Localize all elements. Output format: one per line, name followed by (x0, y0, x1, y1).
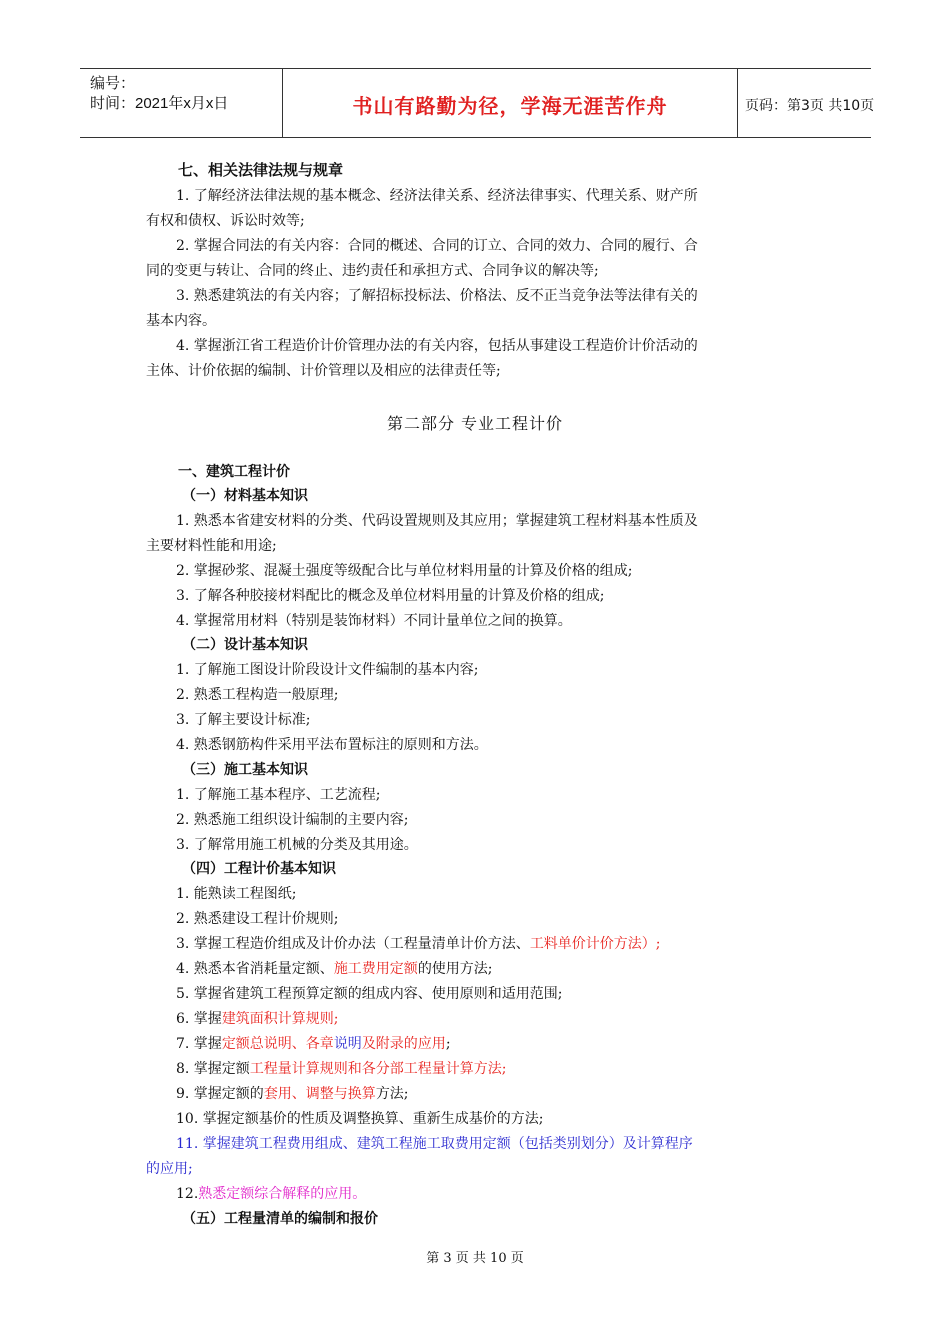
paragraph-line: 同的变更与转让、合同的终止、违约责任和承担方式、合同争议的解决等; (146, 263, 599, 279)
list-item: 主要材料性能和用途; (146, 538, 277, 554)
list-item (176, 1009, 339, 1029)
header-motto-cell (282, 69, 738, 137)
list-item-text: 4. 熟悉本省消耗量定额、 (176, 961, 334, 977)
subsection-heading: （四）工程计价基本知识 (182, 861, 336, 877)
list-item-text: 12. (176, 1186, 199, 1202)
list-item-text: 8. 掌握定额 (176, 1061, 250, 1077)
paragraph-line: 基本内容。 (146, 313, 216, 329)
document-date: 时间：2021年x月x日 (90, 95, 229, 112)
list-item: 2. 掌握砂浆、混凝土强度等级配合比与单位材料用量的计算及价格的组成; (176, 563, 633, 579)
highlighted-text: 定额总说明、各章 (221, 1036, 334, 1052)
highlighted-text: 工程量计算规则和各分部工程量计算方法; (249, 1061, 507, 1077)
subsection-heading: （一）材料基本知识 (182, 488, 308, 504)
highlighted-text: 熟悉定额综合解释的应用。 (198, 1186, 367, 1202)
highlighted-text: 说明 (333, 1036, 362, 1052)
list-item: 3. 了解常用施工机械的分类及其用途。 (176, 837, 418, 853)
highlighted-text: 套用、调整与换算 (263, 1086, 376, 1102)
subsection-heading: （三）施工基本知识 (182, 762, 308, 778)
section-heading: 一、建筑工程计价 (178, 464, 290, 480)
list-item: 2. 熟悉施工组织设计编制的主要内容; (176, 812, 409, 828)
list-item-text: 方法; (375, 1086, 409, 1102)
header-page-info: 页码：第3页 共10页 (745, 98, 875, 114)
paragraph-line: 2. 掌握合同法的有关内容：合同的概述、合同的订立、合同的效力、合同的履行、合 (176, 238, 698, 254)
paragraph-line: 4. 掌握浙江省工程造价计价管理办法的有关内容，包括从事建设工程造价计价活动的 (176, 338, 698, 354)
list-item: 10. 掌握定额基价的性质及调整换算、重新生成基价的方法; (176, 1111, 544, 1127)
highlighted-text: 建筑面积计算规则; (221, 1011, 339, 1027)
list-item (176, 1034, 451, 1054)
paragraph-line: 1. 了解经济法律法规的基本概念、经济法律关系、经济法律事实、代理关系、财产所 (176, 188, 698, 204)
highlighted-text: 工料单价计价方法）; (529, 936, 661, 952)
highlighted-text: 及附录的应用 (361, 1036, 446, 1052)
header-page-cell (736, 69, 875, 137)
list-item: 4. 掌握常用材料（特别是装饰材料）不同计量单位之间的换算。 (176, 613, 572, 629)
paragraph-line: 主体、计价依据的编制、计价管理以及相应的法律责任等; (146, 363, 501, 379)
list-item: 1. 熟悉本省建安材料的分类、代码设置规则及其应用；掌握建筑工程材料基本性质及 (176, 513, 698, 529)
list-item: 4. 熟悉钢筋构件采用平法布置标注的原则和方法。 (176, 737, 488, 753)
list-item (176, 959, 493, 979)
paragraph-line: 3. 熟悉建筑法的有关内容；了解招标投标法、价格法、反不正当竞争法等法律有关的 (176, 288, 698, 304)
list-item: 1. 能熟读工程图纸; (176, 886, 297, 902)
list-item: 1. 了解施工图设计阶段设计文件编制的基本内容; (176, 662, 479, 678)
list-item (176, 1059, 507, 1079)
document-number: 编号： (90, 75, 136, 92)
header-meta-cell (80, 69, 282, 137)
list-item (176, 1184, 366, 1204)
list-item-text: ; (445, 1036, 451, 1052)
list-item-text: 7. 掌握 (176, 1036, 222, 1052)
list-item (176, 934, 661, 954)
highlighted-text: 施工费用定额 (333, 961, 418, 977)
list-item-text: 6. 掌握 (176, 1011, 222, 1027)
subsection-heading: （五）工程量清单的编制和报价 (182, 1211, 378, 1227)
list-item (176, 1084, 409, 1104)
list-item: 3. 了解主要设计标准; (176, 712, 311, 728)
section-heading: 七、相关法律法规与规章 (178, 161, 344, 179)
list-item-text: 3. 掌握工程造价组成及计价办法（工程量清单计价方法、 (176, 936, 530, 952)
list-item: 的应用; (146, 1161, 193, 1177)
list-item: 1. 了解施工基本程序、工艺流程; (176, 787, 381, 803)
list-item-text: 9. 掌握定额的 (176, 1086, 264, 1102)
page-footer: 第 3 页 共 10 页 (426, 1251, 524, 1266)
list-item: 11. 掌握建筑工程费用组成、建筑工程施工取费用定额（包括类别划分）及计算程序 (176, 1136, 693, 1152)
page-header (80, 68, 875, 138)
paragraph-line: 有权和债权、诉讼时效等; (146, 213, 305, 229)
subsection-heading: （二）设计基本知识 (182, 637, 308, 653)
list-item: 5. 掌握省建筑工程预算定额的组成内容、使用原则和适用范围; (176, 986, 563, 1002)
header-motto: 书山有路勤为径，学海无涯苦作舟 (352, 94, 668, 118)
part-title: 第二部分 专业工程计价 (386, 414, 564, 433)
list-item: 2. 熟悉工程构造一般原理; (176, 687, 339, 703)
list-item-text: 的使用方法; (417, 961, 493, 977)
list-item: 2. 熟悉建设工程计价规则; (176, 911, 339, 927)
list-item: 3. 了解各种胶接材料配比的概念及单位材料用量的计算及价格的组成; (176, 588, 605, 604)
